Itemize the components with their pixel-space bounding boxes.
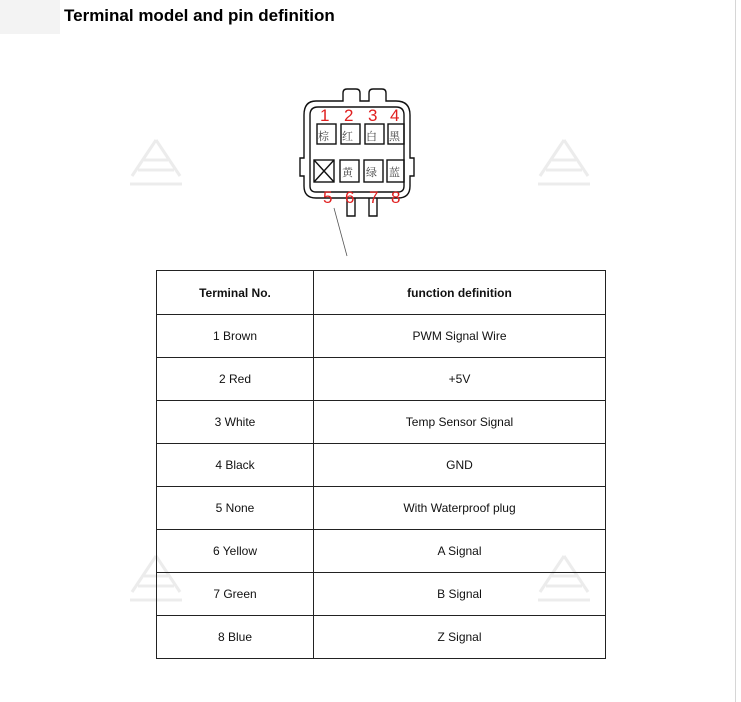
terminal-cell: 6 Yellow <box>157 530 314 573</box>
table-row <box>157 616 606 659</box>
color-label-7: 绿 <box>366 166 377 179</box>
color-label-6: 黄 <box>342 166 353 179</box>
terminal-cell: 7 Green <box>157 573 314 616</box>
table-row <box>157 444 606 487</box>
terminal-cell: 2 Red <box>157 358 314 401</box>
pin-number-2: 2 <box>344 106 354 125</box>
color-label-3: 白 <box>366 130 377 143</box>
color-label-4: 黑 <box>389 130 400 143</box>
function-cell: Z Signal <box>314 616 606 659</box>
connector-diagram <box>0 0 741 270</box>
page-title: Terminal model and pin definition <box>64 6 335 25</box>
function-cell: Temp Sensor Signal <box>314 401 606 444</box>
table-row <box>157 530 606 573</box>
pin-number-8: 8 <box>391 188 401 207</box>
pin-number-1: 1 <box>320 106 330 125</box>
column-header-terminal: Terminal No. <box>157 271 314 315</box>
table-row <box>157 487 606 530</box>
color-label-8: 蓝 <box>389 166 400 179</box>
color-label-1: 棕 <box>318 130 329 143</box>
terminal-cell: 3 White <box>157 401 314 444</box>
function-cell: PWM Signal Wire <box>314 315 606 358</box>
pin-number-4: 4 <box>390 106 400 125</box>
terminal-cell: 5 None <box>157 487 314 530</box>
table-header-row <box>157 271 606 315</box>
pin-number-5: 5 <box>323 188 333 207</box>
column-header-function: function definition <box>314 271 606 315</box>
terminal-cell: 8 Blue <box>157 616 314 659</box>
function-cell: A Signal <box>314 530 606 573</box>
pin-number-3: 3 <box>368 106 378 125</box>
function-cell: GND <box>314 444 606 487</box>
table-row <box>157 315 606 358</box>
function-cell: +5V <box>314 358 606 401</box>
color-label-2: 红 <box>342 130 353 143</box>
pin-number-7: 7 <box>369 188 379 207</box>
terminal-cell: 4 Black <box>157 444 314 487</box>
table-row <box>157 358 606 401</box>
function-cell: B Signal <box>314 573 606 616</box>
table-row <box>157 573 606 616</box>
table-row <box>157 401 606 444</box>
leader-line <box>334 208 347 256</box>
terminal-cell: 1 Brown <box>157 315 314 358</box>
function-cell: With Waterproof plug <box>314 487 606 530</box>
pin-definition-table <box>156 270 606 659</box>
pin-number-6: 6 <box>345 188 355 207</box>
